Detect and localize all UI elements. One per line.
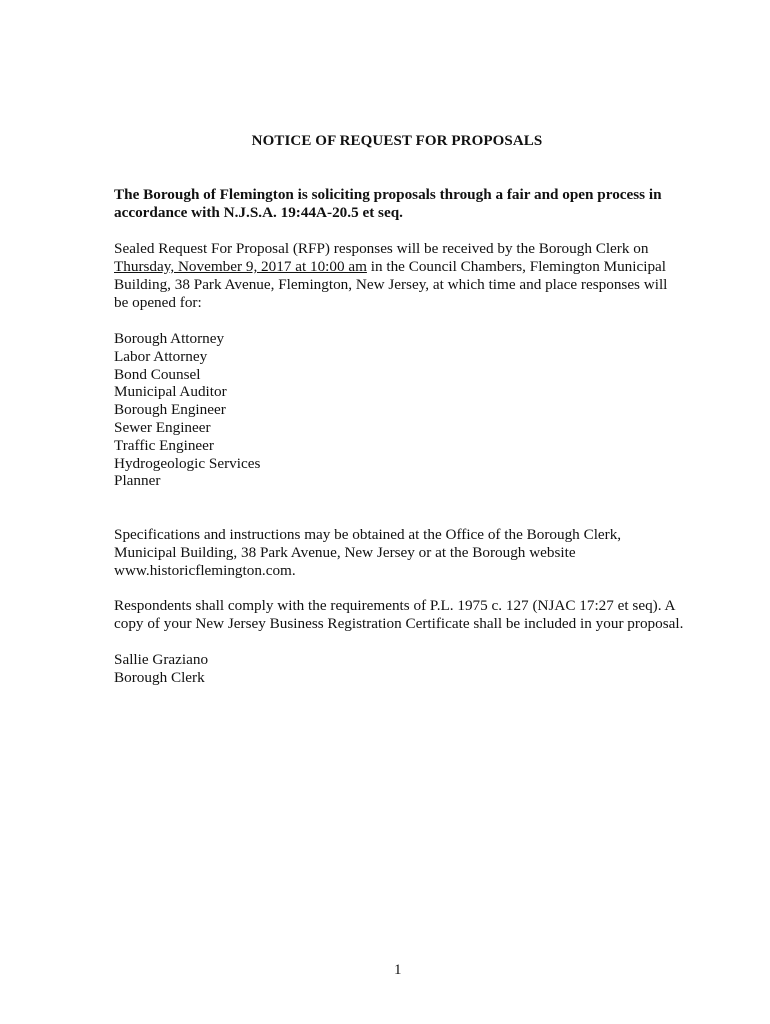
rfp-text-before: Sealed Request For Proposal (RFP) responses will be received by the Borough Clerk on: [114, 240, 649, 257]
list-item: Traffic Engineer: [114, 436, 214, 454]
list-item: Labor Attorney: [114, 347, 208, 365]
rfp-paragraph: [114, 240, 684, 312]
document-title: NOTICE OF REQUEST FOR PROPOSALS: [251, 133, 543, 149]
list-item: Planner: [114, 472, 161, 490]
respondents-paragraph: Respondents shall comply with the requirements of P.L. 1975 c. 127 (NJAC 17:27 et seq). A copy of your New Jersey Business Registration Certificate shall be included in your proposal.: [114, 597, 684, 632]
signature-name: Sallie Graziano: [114, 651, 209, 668]
list-item: Bond Counsel: [114, 365, 201, 383]
list-item: Hydrogeologic Services: [114, 454, 261, 472]
list-item: Sewer Engineer: [114, 418, 211, 436]
signature-block: [114, 651, 684, 687]
list-item: Municipal Auditor: [114, 383, 227, 401]
positions-list: [114, 330, 684, 490]
list-item: Borough Engineer: [114, 401, 226, 419]
signature-role: Borough Clerk: [114, 669, 205, 686]
intro-paragraph: The Borough of Flemington is soliciting proposals through a fair and open process in accordance with N.J.S.A. 19:44A-20.5 et seq.: [114, 186, 662, 221]
page-number: 1: [394, 962, 402, 978]
specifications-paragraph: Specifications and instructions may be obtained at the Office of the Borough Clerk, Municipal Building, 38 Park Avenue, New Jersey or at the Borough website www.historicflemington.com.: [114, 526, 622, 579]
rfp-date: Thursday, November 9, 2017 at 10:00 am: [114, 258, 367, 275]
rfp-text-after: in the Council Chambers, Flemington Municipal Building, 38 Park Avenue, Flemington, New Jersey, at which time and place responses will be opened for:: [114, 258, 668, 311]
list-item: Borough Attorney: [114, 330, 225, 347]
